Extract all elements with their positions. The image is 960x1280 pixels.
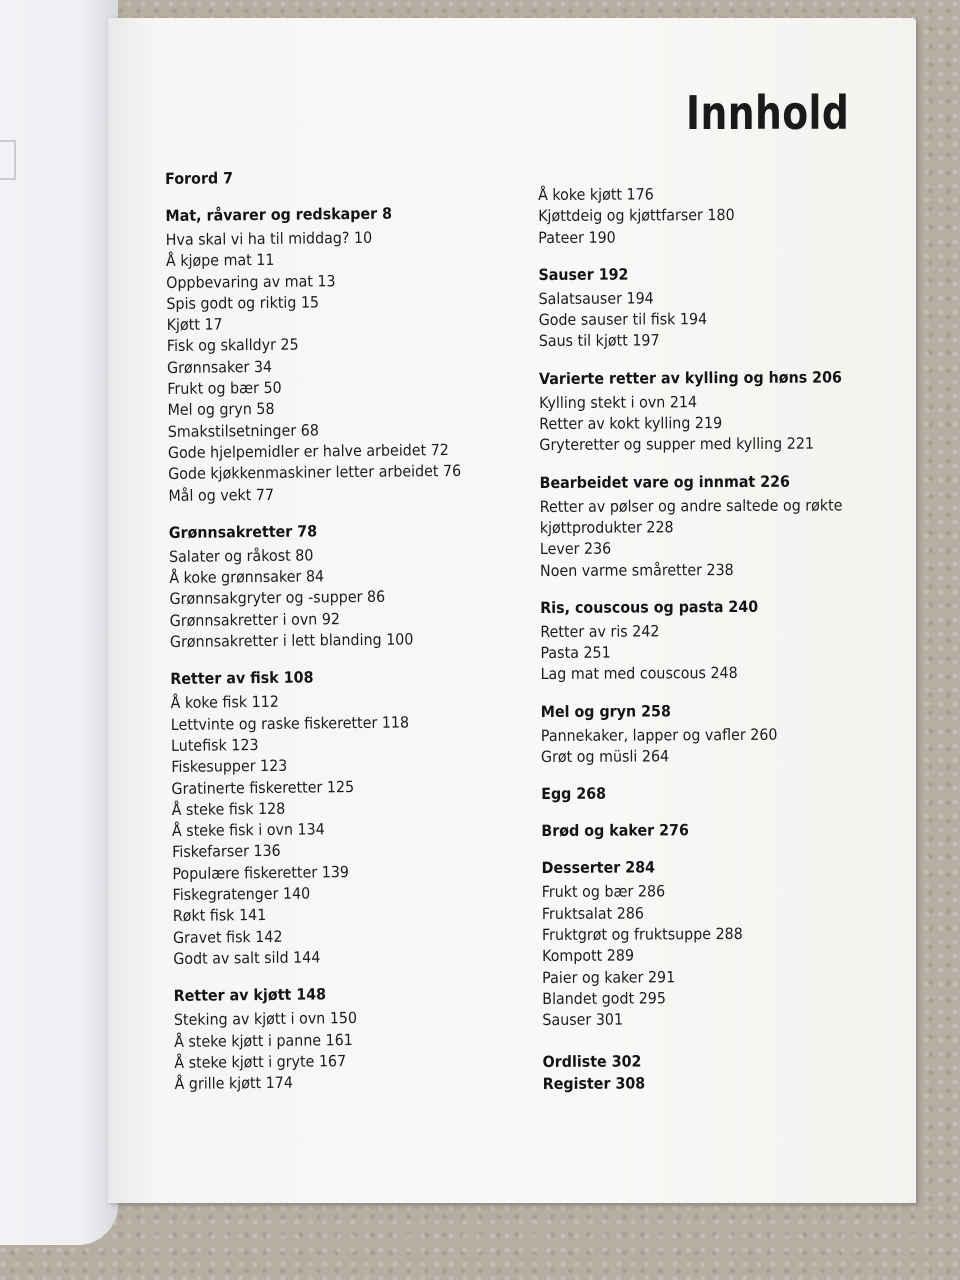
toc-entry: Populære fiskeretter 139 bbox=[172, 862, 350, 883]
toc-entry: Gode kjøkkenmaskiner letter arbeidet 76 bbox=[168, 462, 462, 484]
toc-entry: Spis godt og riktig 15 bbox=[166, 293, 320, 313]
toc-entry: Fruktgrøt og fruktsuppe 288 bbox=[541, 924, 743, 944]
toc-entry: Retter av kokt kylling 219 bbox=[539, 414, 723, 434]
toc-entry: Å kjøpe mat 11 bbox=[165, 251, 275, 271]
toc-entry: Gravet fisk 142 bbox=[172, 927, 283, 947]
toc-entry: Oppbevaring av mat 13 bbox=[166, 271, 336, 292]
toc-left-column bbox=[165, 164, 535, 1095]
toc-section-heading: Retter av fisk 108 bbox=[170, 668, 314, 689]
toc-entry: Retter av pølser og andre saltede og røkte bbox=[539, 496, 843, 516]
toc-entry: Lettvinte og raske fiskeretter 118 bbox=[170, 713, 410, 734]
toc-section-heading: Grønnsakretter 78 bbox=[168, 522, 318, 542]
toc-entry: Røkt fisk 141 bbox=[172, 906, 267, 926]
toc-entry: Salater og råkost 80 bbox=[168, 546, 314, 566]
toc-entry: Frukt og bær 50 bbox=[167, 378, 282, 399]
toc-section-heading: Sauser 192 bbox=[538, 265, 629, 284]
toc-section-heading: Varierte retter av kylling og høns 206 bbox=[538, 368, 842, 388]
toc-entry: Lag mat med couscous 248 bbox=[540, 664, 738, 684]
toc-entry: Mel og gryn 58 bbox=[167, 400, 275, 420]
toc-entry: Mål og vekt 77 bbox=[168, 485, 275, 505]
toc-entry: Hva skal vi ha til middag? 10 bbox=[165, 228, 373, 249]
toc-section-heading: Register 308 bbox=[542, 1074, 646, 1094]
toc-entry: Godt av salt sild 144 bbox=[173, 948, 321, 968]
toc-entry: Kjøttdeig og kjøttfarser 180 bbox=[538, 206, 735, 226]
toc-entry: Retter av ris 242 bbox=[540, 622, 660, 641]
toc-entry: Sauser 301 bbox=[542, 1010, 624, 1030]
toc-entry: Salatsauser 194 bbox=[538, 289, 654, 308]
toc-entry: kjøttprodukter 228 bbox=[539, 518, 674, 537]
toc-entry: Å steke kjøtt i panne 161 bbox=[174, 1030, 353, 1051]
toc-section-heading: Ris, couscous og pasta 240 bbox=[540, 597, 759, 617]
toc-entry: Steking av kjøtt i ovn 150 bbox=[173, 1009, 358, 1030]
toc-entry: Kompott 289 bbox=[541, 946, 635, 966]
toc-entry: Å steke kjøtt i gryte 167 bbox=[174, 1051, 347, 1072]
toc-entry: Kylling stekt i ovn 214 bbox=[539, 392, 698, 412]
toc-right-column bbox=[538, 183, 903, 1095]
toc-section-heading: Bearbeidet vare og innmat 226 bbox=[539, 472, 791, 492]
toc-entry: Frukt og bær 286 bbox=[541, 882, 666, 902]
toc-entry: Paier og kaker 291 bbox=[542, 967, 676, 987]
toc-entry: Pateer 190 bbox=[538, 228, 616, 247]
toc-entry: Å koke fisk 112 bbox=[170, 693, 279, 713]
toc-entry: Noen varme småretter 238 bbox=[539, 560, 734, 580]
toc-entry: Fisk og skalldyr 25 bbox=[166, 336, 299, 356]
toc-entry: Grøt og müsli 264 bbox=[540, 747, 670, 767]
toc-entry: Pannekaker, lapper og vafler 260 bbox=[540, 725, 778, 745]
toc-entry: Gode sauser til fisk 194 bbox=[538, 310, 708, 330]
toc-section-heading: Retter av kjøtt 148 bbox=[173, 985, 327, 1006]
toc-entry: Grønnsaker 34 bbox=[166, 357, 273, 377]
toc-entry: Saus til kjøtt 197 bbox=[538, 331, 660, 351]
toc-entry: Smakstilsetninger 68 bbox=[167, 421, 319, 441]
toc-entry: Gode hjelpemidler er halve arbeidet 72 bbox=[167, 441, 449, 462]
toc-entry: Blandet godt 295 bbox=[542, 989, 666, 1008]
toc-section-heading: Desserter 284 bbox=[541, 858, 656, 878]
toc-section-heading: Mat, råvarer og redskaper 8 bbox=[165, 204, 393, 225]
toc-entry: Lever 236 bbox=[539, 539, 612, 559]
page-title: Innhold bbox=[686, 86, 850, 140]
left-page-edge bbox=[0, 0, 118, 1245]
toc-entry: Fiskesupper 123 bbox=[171, 756, 288, 777]
toc-section-heading: Ordliste 302 bbox=[542, 1052, 642, 1072]
toc-entry: Gratinerte fiskeretter 125 bbox=[171, 777, 355, 798]
toc-section-heading: Mel og gryn 258 bbox=[540, 702, 671, 721]
left-page-mark bbox=[0, 140, 16, 180]
toc-section-heading: Egg 268 bbox=[541, 784, 607, 804]
toc-entry: Fruktsalat 286 bbox=[541, 904, 644, 923]
toc-entry: Å steke fisk i ovn 134 bbox=[171, 820, 325, 841]
toc-entry: Å koke grønnsaker 84 bbox=[169, 567, 325, 588]
toc-entry: Lutefisk 123 bbox=[170, 735, 259, 755]
toc-entry: Grønnsakretter i ovn 92 bbox=[169, 609, 341, 630]
toc-entry: Gryteretter og supper med kylling 221 bbox=[539, 434, 815, 455]
toc-entry: Grønnsakgryter og -supper 86 bbox=[169, 588, 386, 609]
toc-section-heading: Forord 7 bbox=[165, 169, 234, 188]
toc-section-heading: Brød og kaker 276 bbox=[541, 821, 689, 841]
toc-entry: Kjøtt 17 bbox=[166, 315, 223, 335]
toc-entry: Fiskefarser 136 bbox=[172, 842, 281, 862]
toc-entry: Grønnsakretter i lett blanding 100 bbox=[169, 630, 414, 652]
toc-entry: Å koke kjøtt 176 bbox=[538, 185, 654, 204]
toc-entry: Å grille kjøtt 174 bbox=[174, 1073, 293, 1094]
toc-entry: Fiskegratenger 140 bbox=[172, 884, 311, 904]
toc-entry: Å steke fisk 128 bbox=[171, 799, 286, 819]
toc-entry: Pasta 251 bbox=[540, 643, 611, 663]
